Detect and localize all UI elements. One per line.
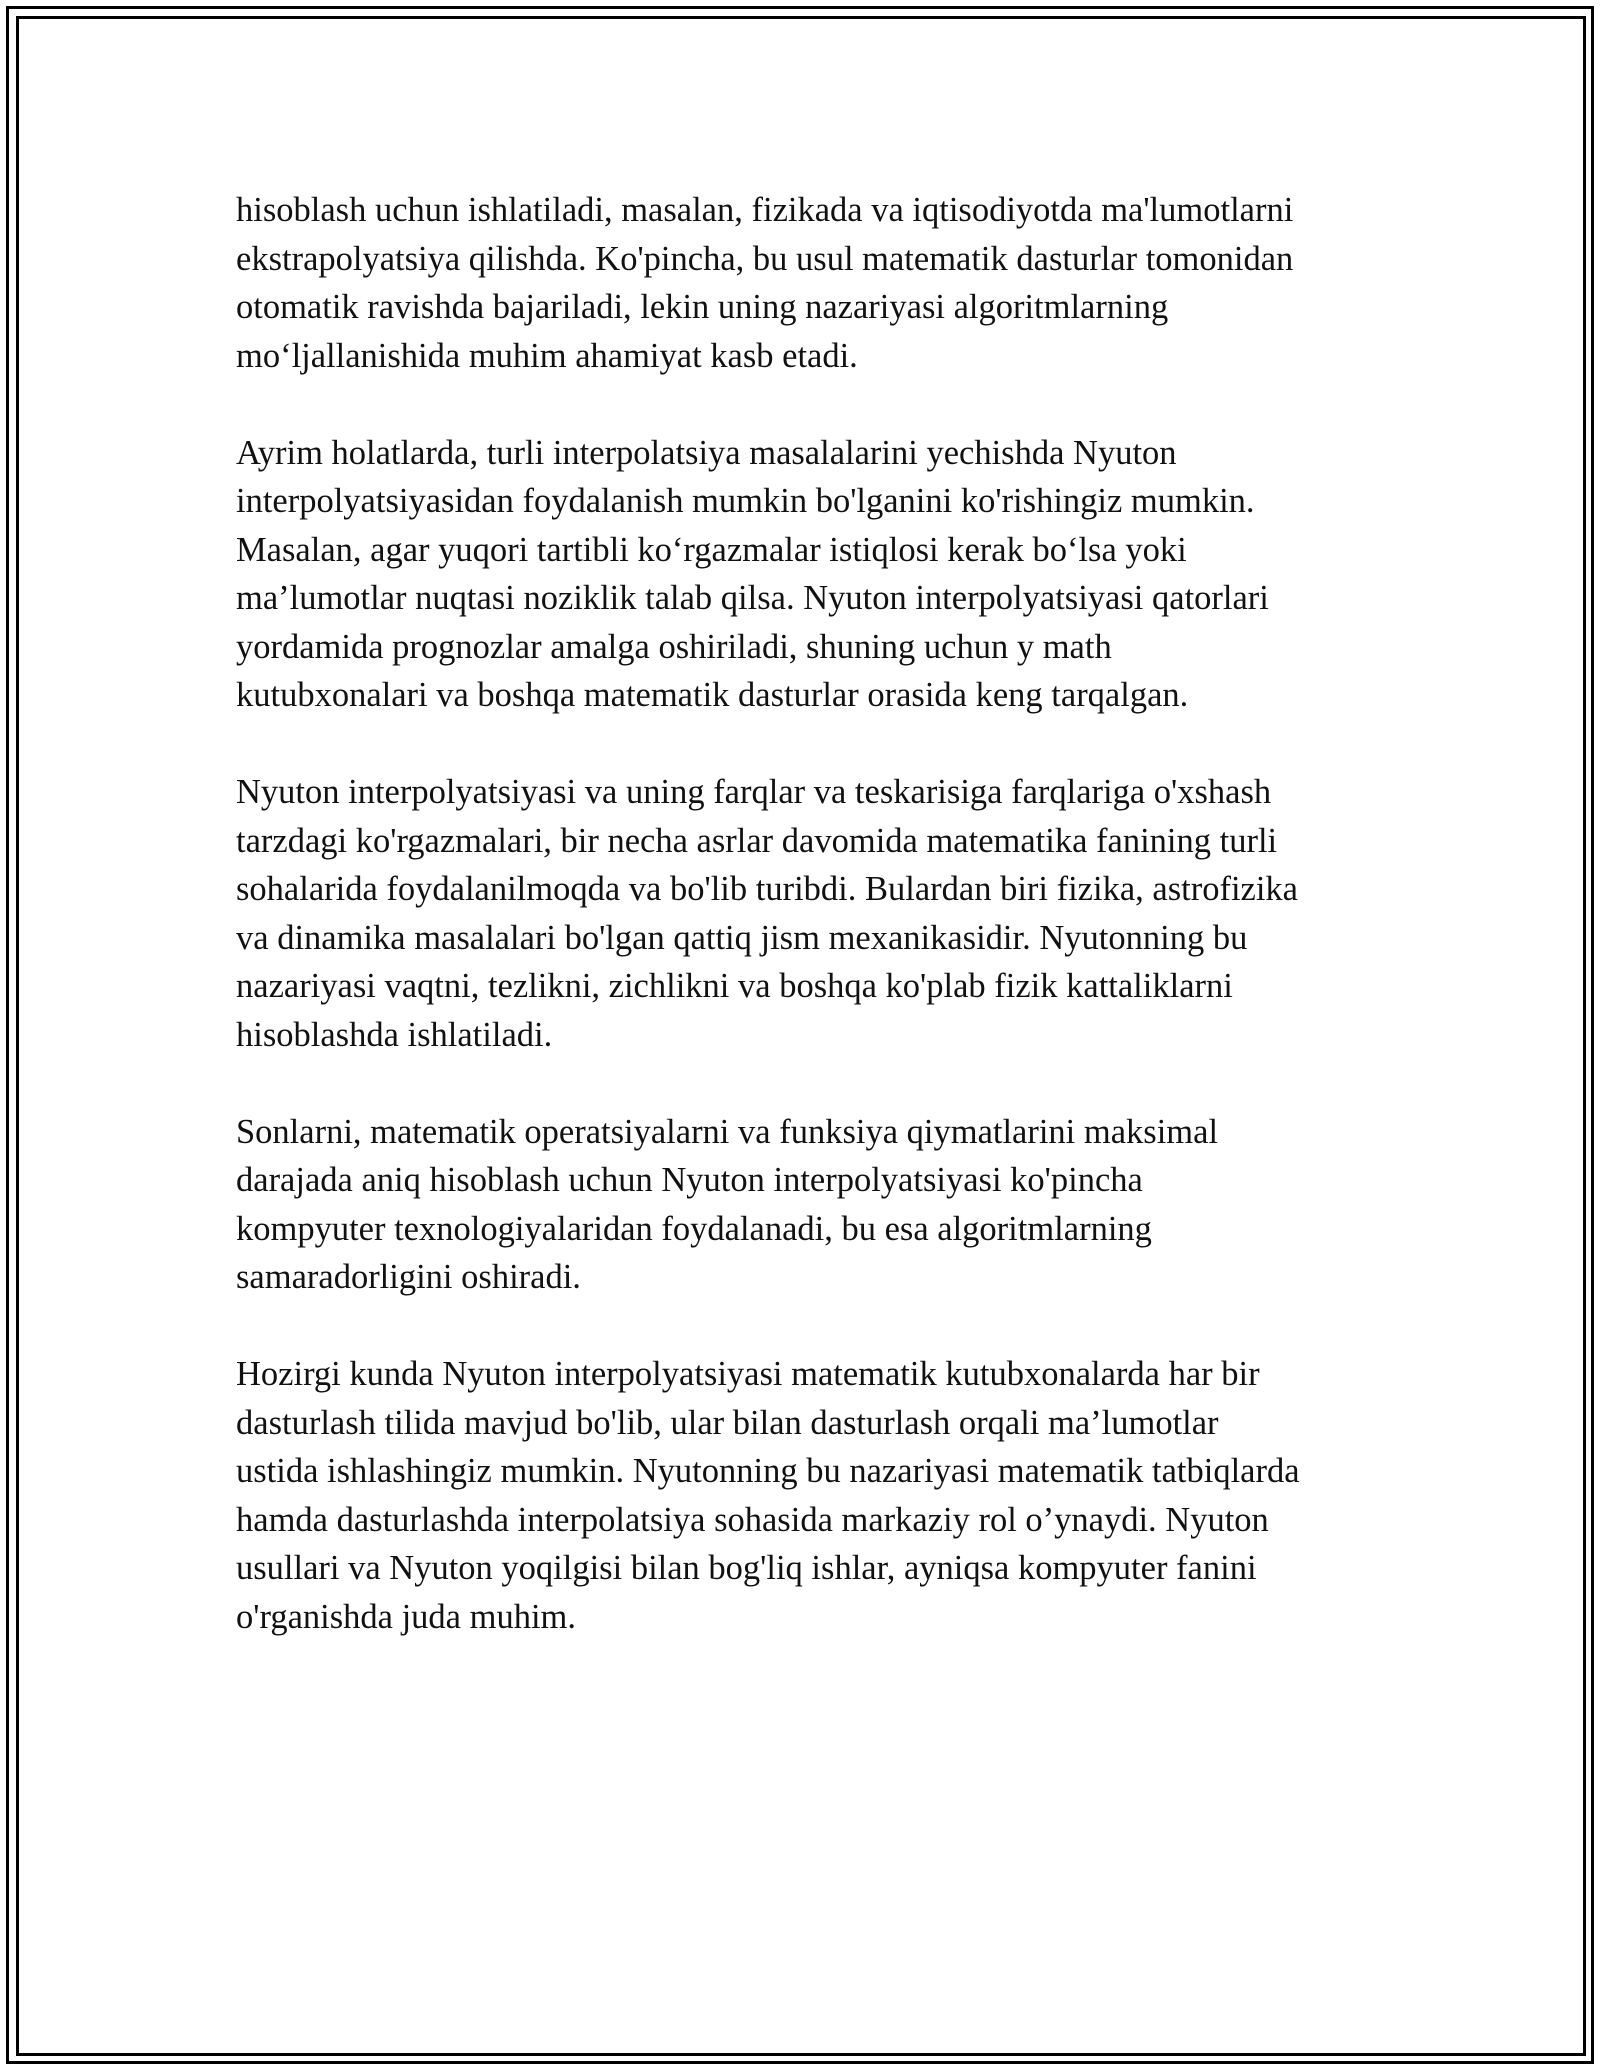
text-line: kutubxonalari va boshqa matematik dasturlar orasida keng tarqalgan.	[236, 676, 1189, 714]
text-line: tarzdagi ko'rgazmalari, bir necha asrlar davomida matematika fanining turli	[236, 821, 1278, 860]
text-line: hisoblash uchun ishlatiladi, masalan, fizikada va iqtisodiyotda ma'lumotlarni	[236, 191, 1294, 229]
text-line: hisoblashda ishlatiladi.	[236, 1015, 553, 1054]
text-line: kompyuter texnologiyalaridan foydalanadi, bu esa algoritmlarning	[236, 1209, 1152, 1248]
text-line: yordamida prognozlar amalga oshiriladi, shuning uchun y math	[236, 627, 1112, 666]
text-line: interpolyatsiyasidan foydalanish mumkin bo'lganini ko'rishingiz mumkin.	[236, 482, 1255, 520]
text-line: hamda dasturlashda interpolatsiya sohasida markaziy rol o’ynaydi. Nyuton	[236, 1500, 1269, 1539]
text-line: Nyuton interpolyatsiyasi va uning farqlar va teskarisiga farqlariga o'xshash	[236, 773, 1272, 811]
text-line: ustida ishlashingiz mumkin. Nyutonning bu nazariyasi matematik tatbiqlarda	[236, 1452, 1300, 1490]
text-line: o'rganishda juda muhim.	[236, 1597, 576, 1636]
text-line: Hozirgi kunda Nyuton interpolyatsiyasi matematik kutubxonalarda har bir	[236, 1355, 1260, 1393]
text-line: ma’lumotlar nuqtasi noziklik talab qilsa. Nyuton interpolyatsiyasi qatorlari	[236, 579, 1269, 617]
text-line: ekstrapolyatsiya qilishda. Ko'pincha, bu usul matematik dasturlar tomonidan	[236, 239, 1294, 278]
text-line: sohalarida foydalanilmoqda va bo'lib turibdi. Bulardan biri fizika, astrofizika	[236, 870, 1298, 908]
text-line: dasturlash tilida mavjud bo'lib, ular bilan dasturlash orqali ma’lumotlar	[236, 1403, 1219, 1442]
paragraph-5	[236, 1350, 1396, 1641]
text-line: Sonlarni, matematik operatsiyalarni va funksiya qiymatlarini maksimal	[236, 1112, 1219, 1151]
text-line: Masalan, agar yuqori tartibli ko‘rgazmalar istiqlosi kerak bo‘lsa yoki	[236, 530, 1187, 569]
text-line: usullari va Nyuton yoqilgisi bilan bog'liq ishlar, ayniqsa kompyuter fanini	[236, 1549, 1257, 1587]
text-line: mo‘ljallanishida muhim ahamiyat kasb etadi.	[236, 336, 858, 375]
paragraph-1	[236, 186, 1396, 380]
paragraph-3	[236, 768, 1396, 1059]
text-line: Ayrim holatlarda, turli interpolatsiya masalalarini yechishda Nyuton	[236, 433, 1177, 472]
text-line: darajada aniq hisoblash uchun Nyuton interpolyatsiyasi ko'pincha	[236, 1161, 1143, 1199]
document-body	[236, 186, 1396, 1690]
text-line: samaradorligini oshiradi.	[236, 1258, 581, 1296]
text-line: otomatik ravishda bajariladi, lekin uning nazariyasi algoritmlarning	[236, 288, 1169, 326]
paragraph-4	[236, 1108, 1396, 1302]
text-line: nazariyasi vaqtni, tezlikni, zichlikni va boshqa ko'plab fizik kattaliklarni	[236, 967, 1233, 1005]
paragraph-2	[236, 429, 1396, 720]
text-line: va dinamika masalalari bo'lgan qattiq jism mexanikasidir. Nyutonning bu	[236, 918, 1248, 957]
